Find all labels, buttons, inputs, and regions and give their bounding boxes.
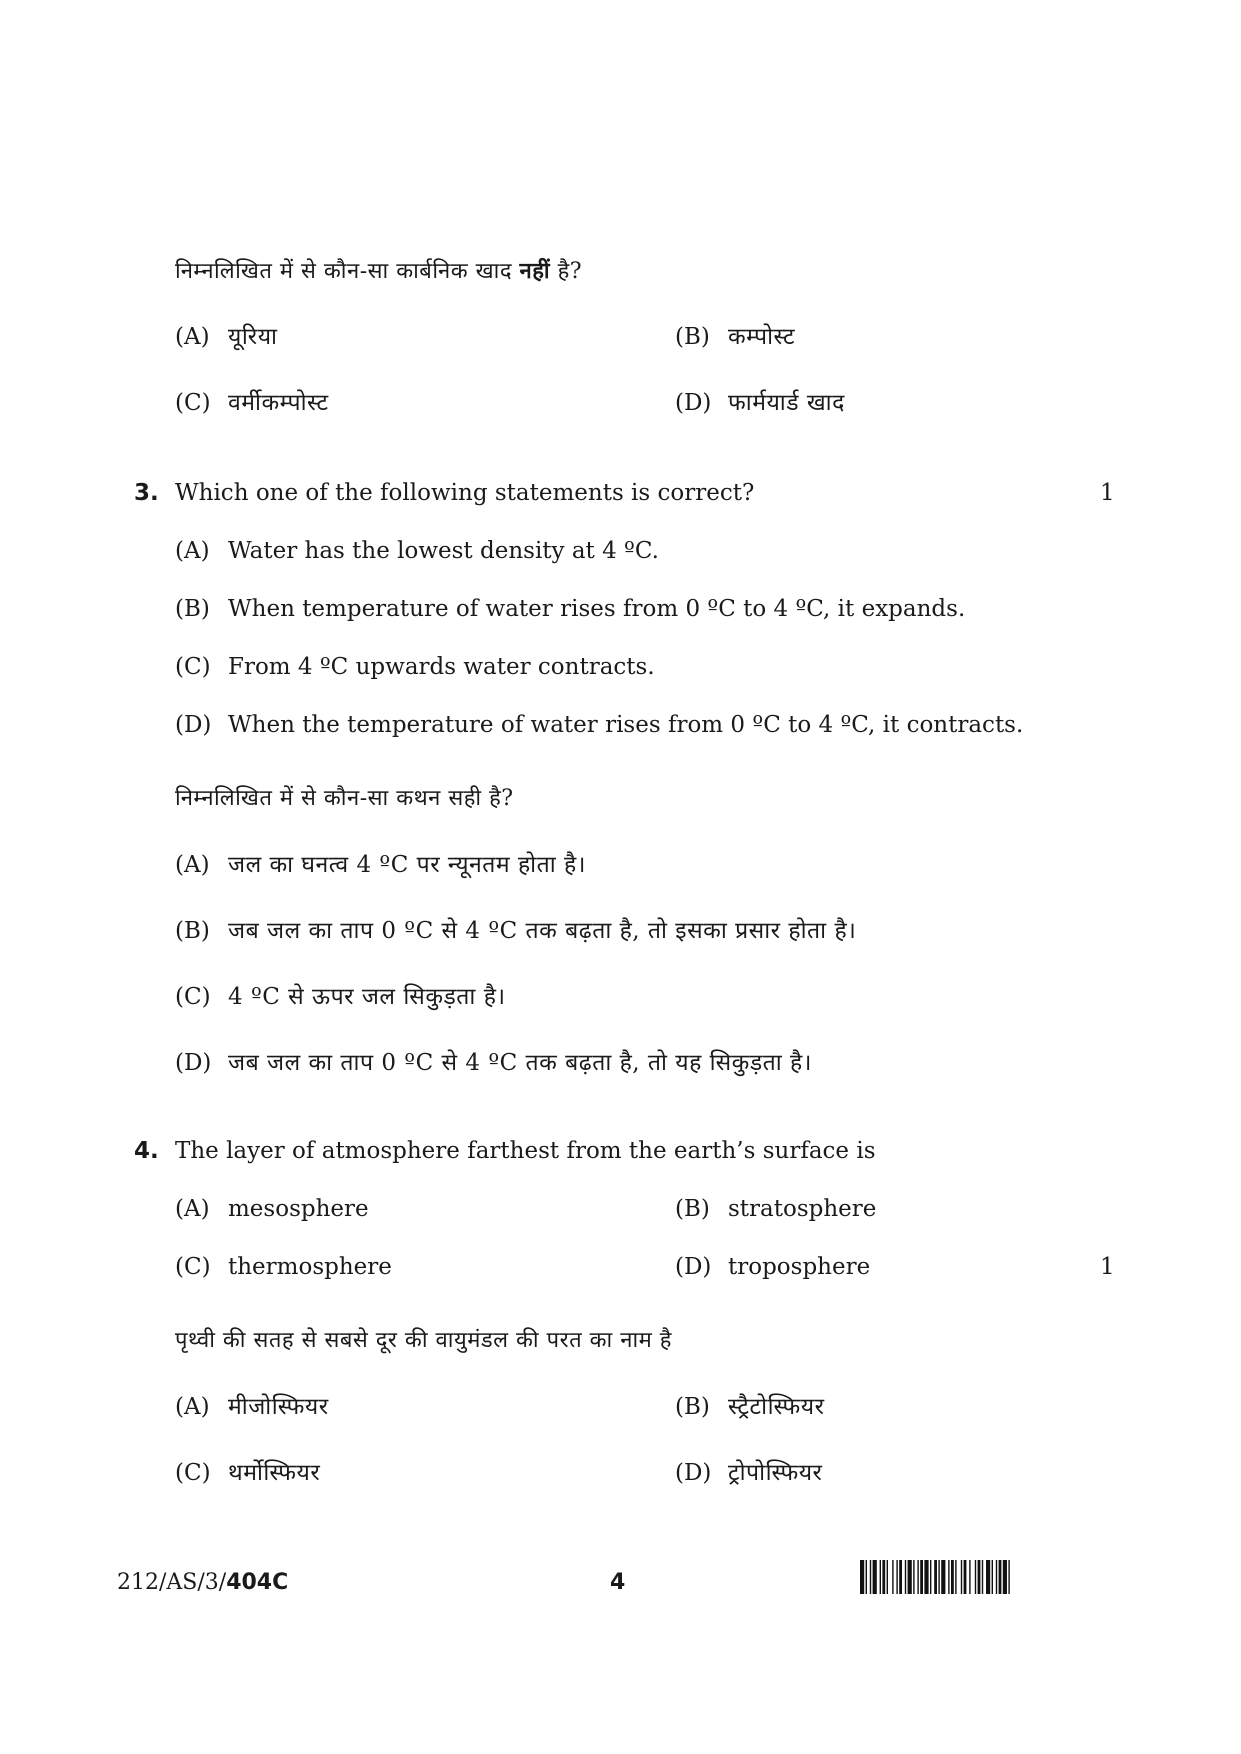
q4-option-b-label: (B) xyxy=(675,1196,710,1222)
q4-option-b-text: stratosphere xyxy=(728,1196,877,1222)
q2-hindi-stem: निम्नलिखित में से कौन-सा कार्बनिक खाद नहीं है? xyxy=(175,258,583,284)
q4-hindi-option-d-text: ट्रोपोस्फियर xyxy=(728,1460,823,1486)
q4-option-d-label: (D) xyxy=(675,1254,712,1280)
q4-option-a-label: (A) xyxy=(175,1196,210,1222)
q3-hindi-option-d-text: जब जल का ताप 0 ºC से 4 ºC तक बढ़ता है, तो यह सिकुड़ता है। xyxy=(228,1050,812,1076)
q3-hindi-option-c-label: (C) xyxy=(175,984,211,1010)
q2-option-c-label: (C) xyxy=(175,390,211,416)
q4-marks: 1 xyxy=(1100,1254,1115,1280)
q3-hindi-option-b-label: (B) xyxy=(175,918,210,944)
q3-hindi-option-a-text: जल का घनत्व 4 ºC पर न्यूनतम होता है। xyxy=(228,852,586,878)
q2-option-c-text: वर्मीकम्पोस्ट xyxy=(228,390,329,416)
q4-hindi-option-b-label: (B) xyxy=(675,1394,710,1420)
q4-hindi-option-c-text: थर्मोस्फियर xyxy=(228,1460,321,1486)
q3-option-b-text: When temperature of water rises from 0 ºC to 4 ºC, it expands. xyxy=(228,596,966,622)
q3-hindi-option-d-label: (D) xyxy=(175,1050,212,1076)
q3-hindi-option-c-text: 4 ºC से ऊपर जल सिकुड़ता है। xyxy=(228,984,506,1010)
q4-hindi-stem: पृथ्वी की सतह से सबसे दूर की वायुमंडल की परत का नाम है xyxy=(175,1328,672,1353)
q3-number: 3. xyxy=(134,480,159,506)
q4-hindi-option-d-label: (D) xyxy=(675,1460,712,1486)
q4-hindi-option-b-text: स्ट्रैटोस्फियर xyxy=(728,1394,825,1420)
q2-option-a-label: (A) xyxy=(175,324,210,350)
q4-option-d-text: troposphere xyxy=(728,1254,871,1280)
q3-hindi-option-a-label: (A) xyxy=(175,852,210,878)
q2-option-d-text: फार्मयार्ड खाद xyxy=(728,390,845,416)
q4-stem: The layer of atmosphere farthest from the earth’s surface is xyxy=(175,1138,876,1164)
q4-option-a-text: mesosphere xyxy=(228,1196,369,1222)
q3-hindi-option-b-text: जब जल का ताप 0 ºC से 4 ºC तक बढ़ता है, तो इसका प्रसार होता है। xyxy=(228,918,857,944)
q3-option-c-label: (C) xyxy=(175,654,211,680)
q3-option-b-label: (B) xyxy=(175,596,210,622)
q3-hindi-stem: निम्नलिखित में से कौन-सा कथन सही है? xyxy=(175,786,514,811)
q2-option-b-text: कम्पोस्ट xyxy=(728,324,796,350)
q3-option-d-label: (D) xyxy=(175,712,212,738)
q4-option-c-text: thermosphere xyxy=(228,1254,392,1280)
barcode xyxy=(860,1560,1122,1594)
q3-option-c-text: From 4 ºC upwards water contracts. xyxy=(228,654,655,680)
q4-hindi-option-c-label: (C) xyxy=(175,1460,211,1486)
q2-option-d-label: (D) xyxy=(675,390,712,416)
q3-option-a-label: (A) xyxy=(175,538,210,564)
q3-option-a-text: Water has the lowest density at 4 ºC. xyxy=(228,538,659,564)
q2-option-a-text: यूरिया xyxy=(228,324,278,350)
q3-marks: 1 xyxy=(1100,480,1115,506)
q4-hindi-option-a-label: (A) xyxy=(175,1394,210,1420)
q4-option-c-label: (C) xyxy=(175,1254,211,1280)
page-number: 4 xyxy=(610,1570,626,1595)
q3-stem: Which one of the following statements is correct? xyxy=(175,480,755,506)
paper-code: 212/AS/3/404C xyxy=(117,1570,289,1595)
q4-number: 4. xyxy=(134,1138,159,1164)
q2-option-b-label: (B) xyxy=(675,324,710,350)
q3-option-d-text: When the temperature of water rises from 0 ºC to 4 ºC, it contracts. xyxy=(228,712,1024,738)
q4-hindi-option-a-text: मीजोस्फियर xyxy=(228,1394,329,1420)
